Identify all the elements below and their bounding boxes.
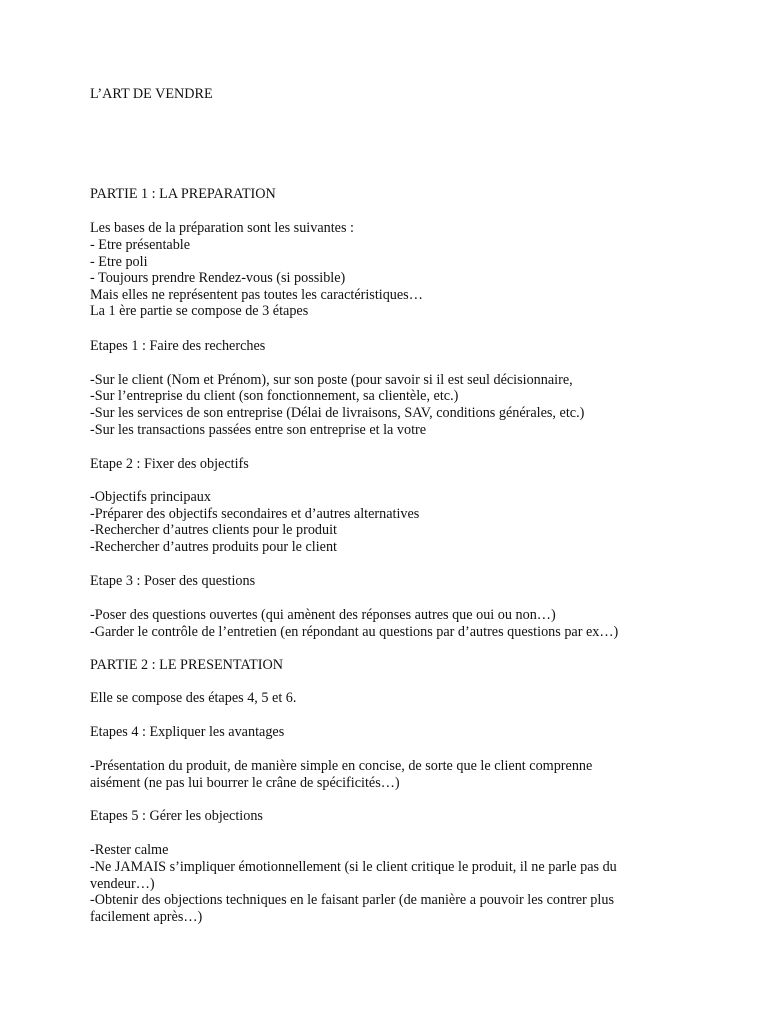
step1-item: -Sur les transactions passées entre son entreprise et la votre xyxy=(90,422,427,438)
step1-item: -Sur le client (Nom et Prénom), sur son poste (pour savoir si il est seul décisionnaire, xyxy=(90,372,573,388)
step5-line: facilement après…) xyxy=(90,909,203,925)
step4-line: -Présentation du produit, de manière simple en concise, de sorte que le client comprenne xyxy=(90,758,593,774)
step1-item: -Sur l’entreprise du client (son fonctionnement, sa clientèle, etc.) xyxy=(90,388,459,404)
step5-line: vendeur…) xyxy=(90,876,155,892)
part2-heading: PARTIE 2 : LE PRESENTATION xyxy=(90,657,283,673)
part1-intro: Les bases de la préparation sont les suivantes : xyxy=(90,220,354,236)
step5-heading: Etapes 5 : Gérer les objections xyxy=(90,808,263,824)
step4-heading: Etapes 4 : Expliquer les avantages xyxy=(90,724,285,740)
step3-item: -Poser des questions ouvertes (qui amènent des réponses autres que oui ou non…) xyxy=(90,607,556,623)
step1-heading: Etapes 1 : Faire des recherches xyxy=(90,338,266,354)
step2-item: -Objectifs principaux xyxy=(90,489,211,505)
step2-item: -Rechercher d’autres clients pour le produit xyxy=(90,522,337,538)
base-item: - Toujours prendre Rendez-vous (si possible) xyxy=(90,270,346,286)
step1-item: -Sur les services de son entreprise (Délai de livraisons, SAV, conditions générales, etc.) xyxy=(90,405,585,421)
part1-note: Mais elles ne représentent pas toutes les caractéristiques… xyxy=(90,287,423,303)
part1-note: La 1 ère partie se compose de 3 étapes xyxy=(90,303,309,319)
document-title: L’ART DE VENDRE xyxy=(90,86,213,102)
step5-line: -Rester calme xyxy=(90,842,169,858)
part1-heading: PARTIE 1 : LA PREPARATION xyxy=(90,186,276,202)
step5-line: -Ne JAMAIS s’impliquer émotionnellement (si le client critique le produit, il ne parle pas du xyxy=(90,859,617,875)
step4-line: aisément (ne pas lui bourrer le crâne de spécificités…) xyxy=(90,775,400,791)
step2-heading: Etape 2 : Fixer des objectifs xyxy=(90,456,249,472)
step2-item: -Rechercher d’autres produits pour le client xyxy=(90,539,337,555)
step2-item: -Préparer des objectifs secondaires et d’autres alternatives xyxy=(90,506,420,522)
base-item: - Etre poli xyxy=(90,254,148,270)
base-item: - Etre présentable xyxy=(90,237,191,253)
step5-line: -Obtenir des objections techniques en le faisant parler (de manière a pouvoir les contrer plus xyxy=(90,892,614,908)
step3-item: -Garder le contrôle de l’entretien (en répondant au questions par d’autres questions par ex…) xyxy=(90,624,619,640)
step3-heading: Etape 3 : Poser des questions xyxy=(90,573,256,589)
part2-intro: Elle se compose des étapes 4, 5 et 6. xyxy=(90,690,297,706)
